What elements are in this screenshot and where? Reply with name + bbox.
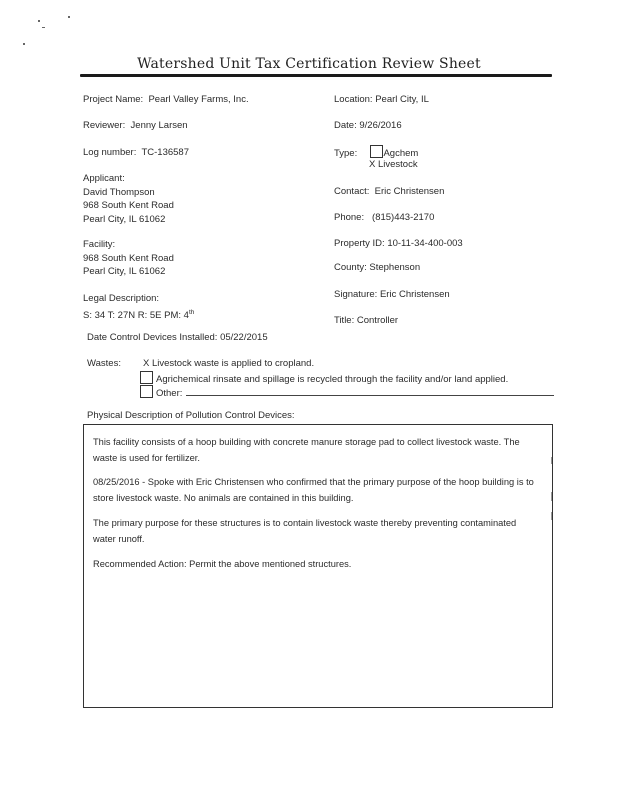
installed-value: 05/22/2015 [220,332,268,343]
legal-description-block [83,292,194,322]
legal-description-value: S: 34 T: 27N R: 5E PM: 4 [83,309,189,321]
date-label: Date: [334,120,357,131]
wastes-other-row [140,385,554,399]
wastes-label: Wastes: [87,358,121,369]
scan-speck [38,20,40,22]
legal-description-line [83,306,194,323]
applicant-city: Pearl City, IL 61062 [83,213,166,225]
facility-label: Facility: [83,239,116,250]
signature-row [334,289,450,300]
property-id-value: 10-11-34-400-003 [387,238,463,249]
type-livestock: X Livestock [369,159,418,170]
description-paragraph-1: This facility consists of a hoop building with concrete manure storage pad to collect livestock waste. The waste is used for fertilizer. [93,437,520,463]
county-value: Stephenson [369,262,421,273]
applicant-street: 968 South Kent Road [83,200,174,211]
wastes-livestock: X Livestock waste is applied to cropland. [143,358,315,369]
log-number-label: Log number: [83,147,137,158]
scan-speck [42,27,45,28]
type-label: Type: [334,148,358,159]
other-checkbox[interactable] [140,385,153,398]
property-id-row [334,238,463,249]
location-row [334,94,429,105]
wastes-agrichemical-row [140,371,508,385]
project-name-label: Project Name: [83,94,144,105]
contact-label: Contact: [334,186,370,197]
project-name-row [83,94,249,105]
date-row [334,120,402,131]
other-underline [186,386,554,396]
phone-value: (815)443-2170 [372,212,435,223]
applicant-name: David Thompson [83,186,155,198]
contact-row [334,186,444,197]
physical-heading: Physical Description of Pollution Control Devices: [87,410,295,421]
agrichemical-checkbox[interactable] [140,371,153,384]
scan-speck [23,43,25,45]
signature-value: Eric Christensen [379,289,450,300]
phone-row [334,212,434,223]
installed-label: Date Control Devices Installed: [87,332,218,343]
title-field-value: Controller [356,315,399,326]
title-underline [80,74,552,77]
project-name-value: Pearl Valley Farms, Inc. [148,94,249,105]
title-field-row [334,315,398,326]
scan-speck [68,16,70,18]
legal-description-sup: th [188,308,195,316]
wastes-other-label: Other: [156,388,183,399]
phone-label: Phone: [334,212,365,223]
location-value: Pearl City, IL [375,94,429,105]
description-box [83,424,553,708]
facility-city: Pearl City, IL 61062 [83,266,166,277]
log-number-value: TC-136587 [141,147,189,158]
description-paragraph-3: The primary purpose for these structures is to contain livestock waste thereby preventing contaminated water runoff. [93,518,517,544]
reviewer-value: Jenny Larsen [130,120,188,131]
contact-value: Eric Christensen [374,186,445,197]
applicant-label: Applicant: [83,173,125,184]
applicant-block [83,172,174,226]
description-paragraph-2: 08/25/2016 - Spoke with Eric Christensen who confirmed that the primary purpose of the hoop building is to store livestock waste. No animals are contained in this building. [93,477,534,503]
agchem-label: Agchem [383,148,419,159]
document-title: Watershed Unit Tax Certification Review Sheet [137,56,481,72]
scan-mark [551,512,552,520]
facility-block [83,238,174,279]
location-label: Location: [334,94,373,105]
reviewer-label: Reviewer: [83,120,126,131]
property-id-label: Property ID: [334,238,385,249]
recommended-action: Recommended Action: Permit the above mentioned structures. [93,559,352,569]
installed-row [87,332,268,343]
title-field-label: Title: [334,315,355,326]
type-row [334,145,418,159]
reviewer-row [83,120,188,131]
county-label: County: [334,262,367,273]
facility-street: 968 South Kent Road [83,252,174,264]
date-value: 9/26/2016 [359,120,402,131]
signature-label: Signature: [334,289,378,300]
scan-mark [551,492,552,501]
scan-mark [551,457,552,464]
agchem-checkbox[interactable] [370,145,383,158]
log-number-row [83,147,189,158]
county-row [334,262,420,273]
legal-description-label: Legal Description: [83,293,160,304]
wastes-agrichemical-label: Agrichemical rinsate and spillage is recycled through the facility and/or land applied. [156,374,509,385]
